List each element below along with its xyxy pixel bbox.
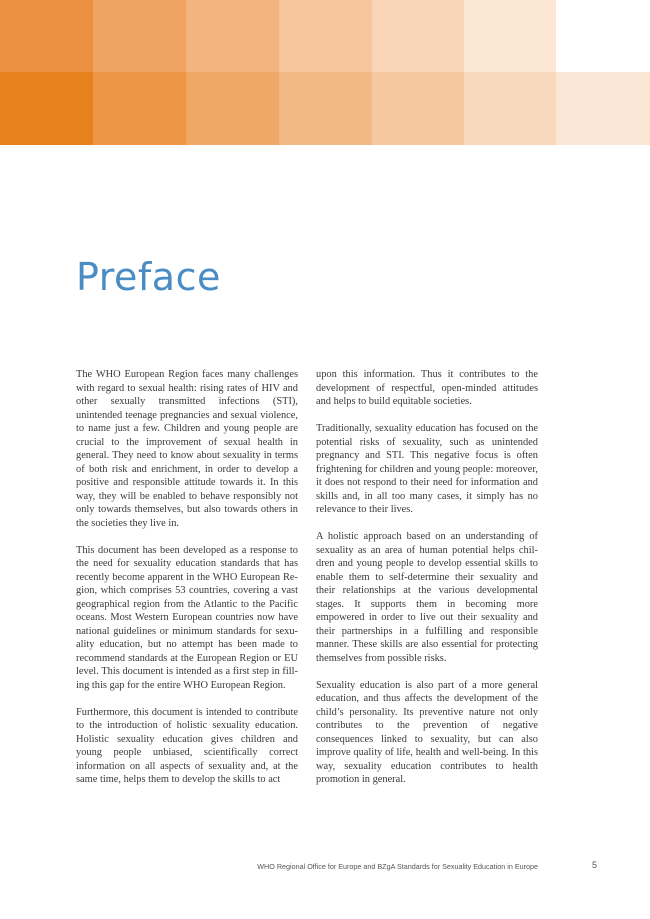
header-tile: [93, 72, 186, 145]
header-tile: [0, 72, 93, 145]
header-tile: [372, 72, 464, 145]
body-paragraph: Sexuality education is also part of a more general education, and thus affects the development of the child’s personality. Its preventive nature not only contributes to the prevention of negative consequences linked to sexuality, but can also improve quality of life, health and well-being. In this way, sexuality education contributes to health promotion in general.: [316, 679, 538, 785]
right-column: [316, 368, 538, 800]
body-paragraph: upon this information. Thus it contributes to the development of respectful, open-minded attitudes and helps to build equitable societies.: [316, 369, 538, 407]
body-paragraph: Traditionally, sexuality education has focused on the potential risks of sexuality, such as unintended pregnancy and STI. This negative focus is often frightening for children and young people: moreover, it does not respond to their need for information and skills and, in all too many cases, it simply has no relevance to their lives.: [316, 423, 538, 515]
body-paragraph: This document has been developed as a response to the need for sexuality education standards that has recently become apparent in the WHO European Region, which comprises 53 countries, covering a vast geographical region from the Atlantic to the Pacific oceans. Most Western European countries now have national guidelines or minimum standards for sexuality education, but no attempt has been made to recommend standards at the European Region or EU level. This document is intended as a first step in filling this gap for the entire WHO European Region.: [76, 544, 298, 691]
header-tile: [372, 0, 464, 72]
body-paragraph: Furthermore, this document is intended to contribute to the introduction of holistic sexuality education. Holistic sexuality education gives children and young people unbiased, scientifically correct information on all aspects of sexuality and, at the same time, helps them to develop the skills to act: [76, 706, 298, 785]
left-column: [76, 368, 298, 800]
header-tile: [464, 72, 556, 145]
header-tile: [186, 0, 279, 72]
header-tile: [93, 0, 186, 72]
page-number: 5: [592, 860, 598, 870]
header-tile: [0, 0, 93, 72]
header-tile: [186, 72, 279, 145]
footer-text: WHO Regional Office for Europe and BZgA Standards for Sexuality Education in Europe: [257, 862, 538, 871]
header-tile: [279, 0, 372, 72]
header-color-band: [0, 0, 650, 145]
header-tile: [464, 0, 556, 72]
header-tile: [279, 72, 372, 145]
header-tile: [556, 72, 650, 145]
body-paragraph: The WHO European Region faces many challenges with regard to sexual health: rising rates of HIV and other sexually transmitted infections (STI), unintended teenage pregnancies and sexual violence, to name just a few. Children and young people are crucial to the improvement of sexual health in general. They need to know about sexuality in terms of both risk and enrichment, in order to develop a positive and responsible attitude towards it. In this way, they will be enabled to behave responsibly not only towards themselves, but also towards others in the societies they live in.: [76, 369, 298, 529]
page-title: Preface: [76, 255, 221, 299]
body-paragraph: A holistic approach based on an understanding of sexuality as an area of human potential helps children and young people to develop essential skills to enable them to self-determine their sexuality and their relationships at the various developmental stages. It supports them in becoming more empowered in order to live out their sexuality and their partnerships in a fulfilling and responsible manner. These skills are also essential for protecting themselves from possible risks.: [316, 531, 538, 664]
